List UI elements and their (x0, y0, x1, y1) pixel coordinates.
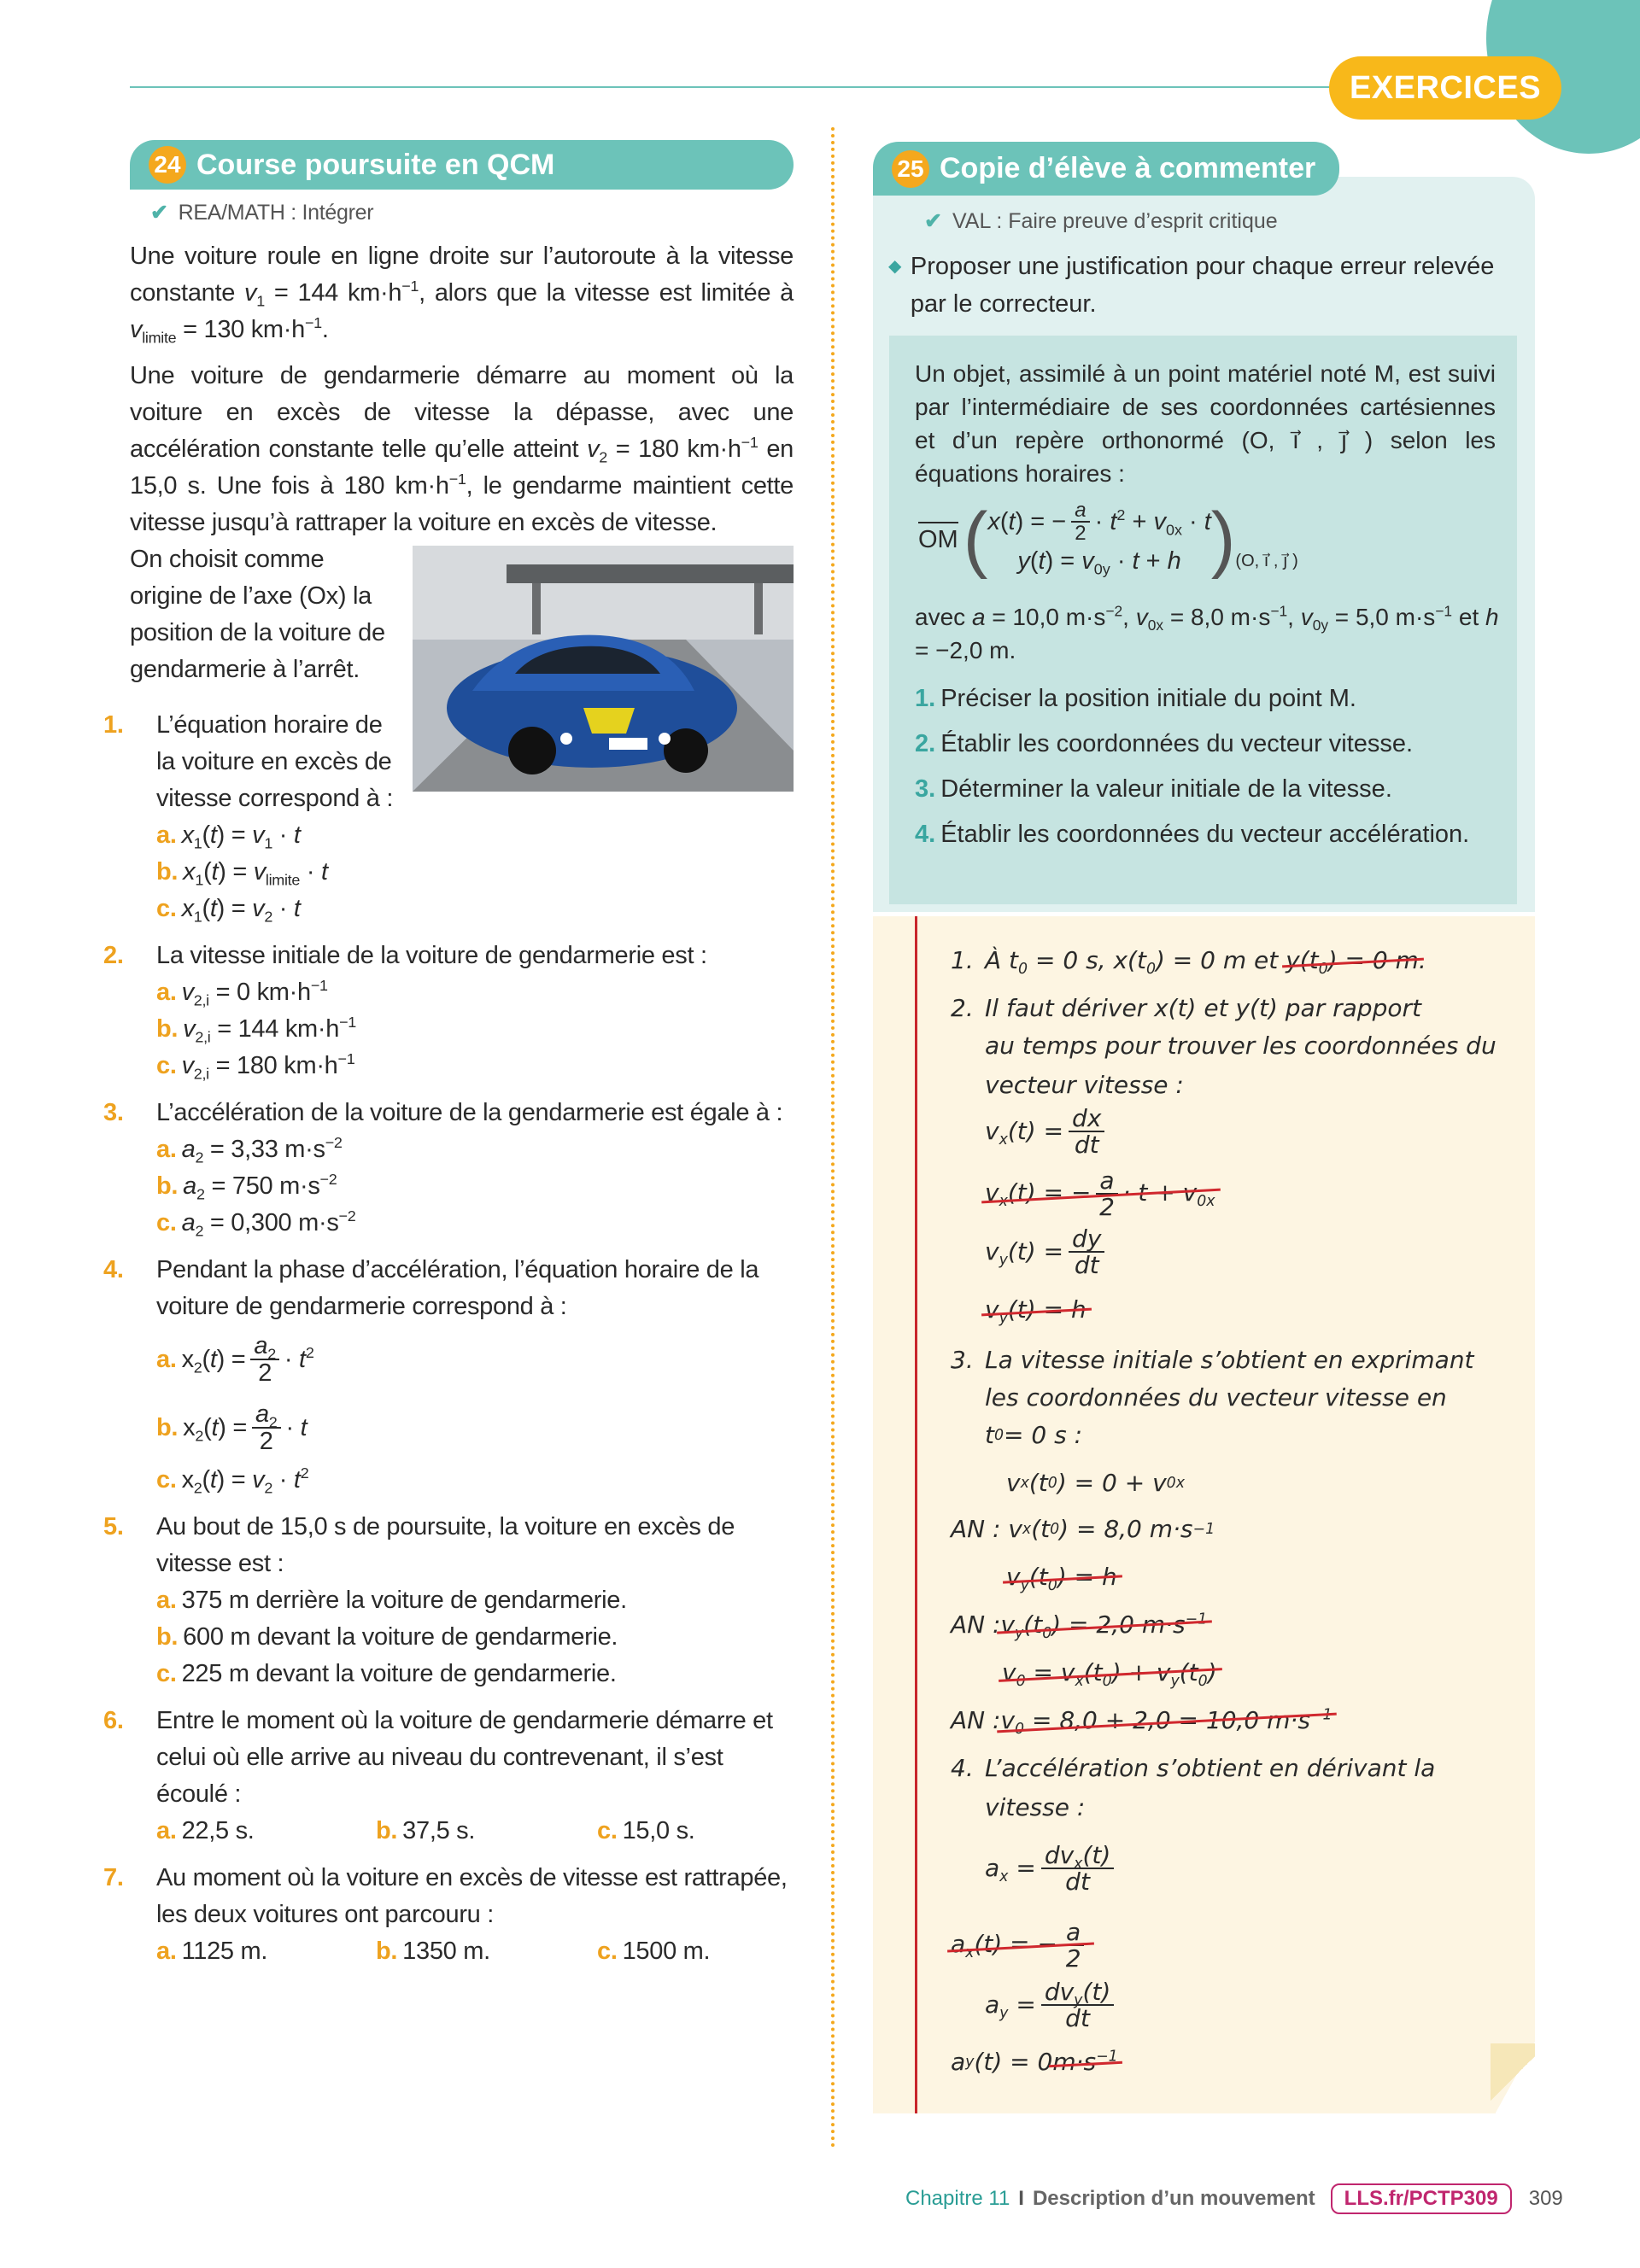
exercise-number: 25 (892, 150, 929, 188)
copy-formula: $a_x$ = $\frac{dv_x(t)}{dt}$ (985, 1833, 1119, 1904)
exercise-number: 24 (149, 146, 186, 184)
option-letter: b. (156, 1623, 179, 1651)
option-text: 15,0 s. (622, 1817, 695, 1844)
question-text: Entre le moment où la voiture de gendarmerie démarre et celui où elle arrive au niveau du contrevenant, il s’est écoulé : (156, 1707, 773, 1808)
paragraph: Une voiture roule en ligne droite sur l’autoroute à la vitesse constante $v_1 = 144$ $km\cdot h^{-1}$, alors que la vitesse est limitée à $v_{limite} = 130$ $km\cdot h^{-1}$. (130, 243, 794, 347)
question-text: Au moment où la voiture en excès de vitesse est rattrapée, les deux voitures ont parcouru : (156, 1864, 788, 1928)
copy-line: les coordonnées du vecteur vitesse en (985, 1383, 1447, 1412)
copy-line: $v_y(t) = h$ (985, 1291, 1086, 1329)
option-text: 1125 m. (181, 1938, 268, 1965)
option-text: 22,5 s. (181, 1817, 255, 1844)
answer-option[interactable] (130, 1011, 794, 1048)
question-text: L’équation horaire de la voiture en excès de vitesse correspond à : (156, 711, 394, 812)
option-text: 600 m devant la voiture de gendarmerie. (183, 1623, 618, 1651)
instruction-text: Proposer une justification pour chaque erreur relevée par le correcteur. (910, 253, 1495, 318)
page-footer (905, 2179, 1563, 2218)
copy-line: AN : v x (t 0 ) = 8,0 m·s −1 (951, 1515, 1215, 1543)
answer-option[interactable] (130, 891, 794, 927)
question-number: 4. (103, 1256, 124, 1283)
option-letter: a. (156, 1136, 177, 1163)
copy-line: vecteur vitesse : (985, 1071, 1184, 1099)
option-letter: a. (156, 979, 177, 1006)
copy-formula: $a_y$ = $\frac{dv_y(t)}{dt}$ (985, 1969, 1119, 2041)
option-letter: a. (156, 1345, 177, 1373)
question-number: 7. (103, 1864, 124, 1891)
task-list (915, 676, 1504, 853)
copy-formula: $v_x(t)$ = $\frac{dx}{dt}$ (985, 1097, 1110, 1166)
answer-option[interactable] (130, 854, 794, 891)
fraction-denominator: 2 (1075, 522, 1086, 546)
option-lhs: $x_2(t)$ = (183, 1413, 247, 1444)
option-rhs: · $t^2$ (284, 1343, 314, 1373)
bullet-icon: ◆ (888, 257, 902, 276)
option-letter: b. (156, 1172, 179, 1200)
check-icon: ✔ (924, 209, 942, 233)
answer-option[interactable] (130, 1325, 794, 1394)
question-text: L’accélération de la voiture de la gendarmerie est égale à : (156, 1099, 783, 1126)
copy-line: 4. L’accélération s’obtient en dérivant la (951, 1754, 1436, 1782)
separator: I (1018, 2187, 1024, 2210)
chapter-title: Description d’un mouvement (1032, 2187, 1315, 2210)
option-text: $v_{2,i} = 144$ $km\cdot h^{-1}$ (183, 1014, 356, 1046)
option-text: $a_2 = 0,300$ $m\cdot s^{-2}$ (181, 1207, 356, 1240)
gendarmerie-car-photo (413, 546, 794, 792)
copy-line: $v_y(t_0) = h$ (1006, 1558, 1117, 1596)
answer-option[interactable] (130, 1462, 794, 1499)
option-text: 1500 m. (622, 1938, 711, 1965)
copy-line: $v_0 = v_x(t_0) + v_y(t_0)$ (1002, 1654, 1217, 1692)
y-equation: $y(t) = v_{0y} \cdot t + h$ (1017, 547, 1181, 578)
option-letter: a. (156, 821, 177, 849)
answer-option[interactable] (156, 1933, 376, 1970)
answer-option[interactable] (156, 1813, 376, 1850)
question-text: Pendant la phase d’accélération, l’équation horaire de la voiture de gendarmerie correspond à : (156, 1256, 759, 1320)
question-number: 5. (103, 1513, 124, 1540)
exercise-25-header (873, 142, 1339, 196)
statement-text: Un objet, assimilé à un point matériel noté M, est suivi par l’intermédiaire de ses coordonnées cartésiennes et d’un repère orthonormé (O, i⃗ , j⃗ ) selon les équations horaires : (915, 360, 1496, 487)
answer-option[interactable] (597, 1813, 794, 1850)
option-letter: a. (156, 1938, 177, 1965)
option-letter: c. (597, 1938, 618, 1965)
section-badge: EXERCICES (1329, 56, 1561, 120)
fraction-denominator: 2 (259, 1428, 273, 1455)
chapter-label: Chapitre 11 (905, 2187, 1010, 2210)
question-text: La vitesse initiale de la voiture de gendarmerie est : (156, 942, 707, 969)
answer-option[interactable] (130, 1394, 794, 1462)
exercise-title: Copie d’élève à commenter (940, 152, 1316, 184)
copy-formula-struck: $v_x(t)$ = − $\frac{a}{2}$ · $t + v_{0x}$ (985, 1166, 1215, 1221)
option-text: $v_{2,i} = 180$ $km\cdot h^{-1}$ (181, 1050, 355, 1083)
resource-link[interactable]: LLS.fr/PCTP309 (1331, 2183, 1512, 2214)
question-3 (103, 1095, 794, 1242)
copy-line: AN : $v_0 = 8,0 + 2,0 = 10,0$ $m\cdot s^{-1}$ (951, 1702, 1332, 1739)
answer-option[interactable] (130, 974, 794, 1011)
answer-option[interactable] (130, 1048, 794, 1084)
copy-line: 2. Il faut dériver x(t) et y(t) par rapport (951, 994, 1421, 1022)
copy-formula: $v_y(t)$ = $\frac{dy}{dt}$ (985, 1218, 1110, 1286)
option-letter: c. (156, 1209, 177, 1236)
option-letter: c. (156, 1466, 177, 1493)
option-letter: a. (156, 1587, 177, 1614)
fraction-numerator: a (1071, 500, 1089, 523)
fraction-numerator: $a_2$ (250, 1333, 279, 1360)
option-letter: b. (156, 1413, 179, 1441)
option-text: $a_2 = 3,33$ $m\cdot s^{-2}$ (181, 1134, 343, 1166)
question-4 (103, 1252, 794, 1499)
answer-option[interactable] (130, 1168, 794, 1205)
option-letter: a. (156, 1817, 177, 1844)
margin-line (915, 916, 917, 2113)
exercise-24-body (103, 194, 794, 1970)
question-number: 1. (103, 711, 124, 739)
copy-line: vitesse : (985, 1793, 1086, 1821)
answer-option[interactable] (130, 1131, 794, 1168)
copy-line: 3. La vitesse initiale s’obtient en exprimant (951, 1346, 1474, 1374)
answer-option[interactable] (130, 1656, 794, 1692)
option-letter: b. (376, 1938, 398, 1965)
option-text: $v_{2,i} = 0$ $km\cdot h^{-1}$ (181, 977, 328, 1009)
option-text: 375 m derrière la voiture de gendarmerie. (181, 1587, 627, 1614)
copy-line: 1. À $t_0 = 0$ s, $x(t_0) = 0$ m et $y(t_0) = 0$ m. (951, 942, 1426, 979)
skill-label: VAL : Faire preuve d’esprit critique (952, 209, 1278, 233)
question-text: Au bout de 15,0 s de poursuite, la voiture en excès de vitesse est : (156, 1513, 735, 1577)
question-number: 6. (103, 1707, 124, 1734)
folded-corner (1491, 2043, 1535, 2113)
answer-option[interactable] (130, 1619, 794, 1656)
task-item: 3. Déterminer la valeur initiale de la vitesse. (915, 775, 1392, 803)
copy-line: AN : $v_y(t_0) = 2,0$ $m\cdot s^{-1}$ (951, 1606, 1207, 1644)
fraction-numerator: $a_2$ (252, 1401, 281, 1429)
option-letter: c. (156, 1660, 177, 1687)
column-divider (831, 127, 835, 2149)
option-text: 225 m devant la voiture de gendarmerie. (181, 1660, 617, 1687)
copy-formula-struck: $a_x(t)$ = − $\frac{a}{2}$ (951, 1913, 1089, 1978)
answer-option[interactable] (130, 1582, 794, 1619)
question-6 (103, 1703, 794, 1850)
task-item: 1. Préciser la position initiale du point M. (915, 685, 1356, 712)
option-rhs: · t (285, 1413, 308, 1441)
answer-option[interactable] (130, 1205, 794, 1242)
option-text: 37,5 s. (402, 1817, 476, 1844)
question-5 (103, 1509, 794, 1692)
question-2 (103, 938, 794, 1084)
answer-option[interactable] (376, 1933, 597, 1970)
question-number: 3. (103, 1099, 124, 1126)
option-letter: c. (597, 1817, 618, 1844)
header-rule (130, 86, 1334, 88)
copy-line: v x (t 0 ) = 0 + v 0x (1006, 1469, 1185, 1497)
given-values: avec a = 10,0 $m\cdot s^{-2}$, $v_{0x} = 8,0$ $m\cdot s^{-1}$, $v_{0y} = 5,0$ $m\cdot s^{-1}$ et h = −2,0 m. (915, 602, 1499, 663)
om-vector: OM (918, 522, 958, 557)
page-number: 309 (1528, 2187, 1563, 2210)
check-icon: ✔ (150, 201, 168, 225)
option-lhs: $x_2(t)$ = (181, 1345, 246, 1376)
basis-label: (O, i⃗ , j⃗ ) (1235, 552, 1298, 571)
option-letter: c. (156, 1052, 177, 1079)
option-letter: b. (156, 1015, 179, 1043)
paragraph: On choisit comme origine de l’axe (Ox) la position de la voiture de gendarmerie à l’arrêt. (130, 546, 385, 683)
skill-label: REA/MATH : Intégrer (178, 201, 374, 225)
task-item: 2. Établir les coordonnées du vecteur vitesse. (915, 730, 1414, 757)
task-item: 4. Établir les coordonnées du vecteur accélération. (915, 821, 1470, 848)
option-text: $x_1(t) = v_1 \cdot t$ (181, 821, 301, 852)
skill-line (130, 194, 794, 231)
answer-option[interactable] (130, 817, 794, 854)
option-letter: c. (156, 895, 177, 922)
skill-line (904, 202, 1278, 240)
question-7 (103, 1860, 794, 1970)
copy-line: a y (t) = 0 $m\cdot s^{-1}$ (951, 2043, 1118, 2081)
answer-option[interactable] (376, 1813, 597, 1850)
copy-line: t 0 = 0 s : (985, 1421, 1083, 1449)
option-text: 1350 m. (402, 1938, 490, 1965)
x-equation-lhs: x(t) = − (987, 508, 1067, 536)
fraction-denominator: 2 (258, 1359, 272, 1387)
exercise-title: Course poursuite en QCM (196, 148, 555, 181)
instruction (888, 248, 1520, 323)
paragraph: Une voiture de gendarmerie démarre au moment où la voiture en excès de vitesse la dépasse, avec une accélération constante telle qu’elle atteint $v_2 = 180$ $km\cdot h^{-1}$ en 15,0 s. Une fois à 180 $km\cdot h^{-1}$, le gendarme maintient cette vitesse jusqu’à rattraper la voiture en excès de vitesse. (130, 362, 794, 536)
copy-line: au temps pour trouver les coordonnées du (985, 1032, 1496, 1060)
option-text: $x_1(t) = v_2 \cdot t$ (181, 895, 301, 926)
option-text: $x_2(t) = v_2 \cdot t^2$ (181, 1464, 309, 1497)
option-letter: b. (156, 858, 179, 886)
option-text: $x_1(t) = v_{limite} \cdot t$ (183, 858, 328, 889)
question-number: 2. (103, 942, 124, 969)
answer-option[interactable] (597, 1933, 794, 1970)
position-equation: OM ( x(t) = − $\frac{a}{2}$ · $t^2 + v_{0x} \cdot t$ $y(t) = v_{0y} \cdot t + h$ ) (O, i⃗ , j⃗ ) (918, 498, 1298, 581)
x-equation-rhs: · $t^2 + v_{0x} \cdot t$ (1094, 506, 1211, 539)
option-text: $a_2 = 750$ $m\cdot s^{-2}$ (183, 1171, 337, 1203)
exercise-24-header (130, 140, 794, 190)
option-letter: b. (376, 1817, 398, 1844)
